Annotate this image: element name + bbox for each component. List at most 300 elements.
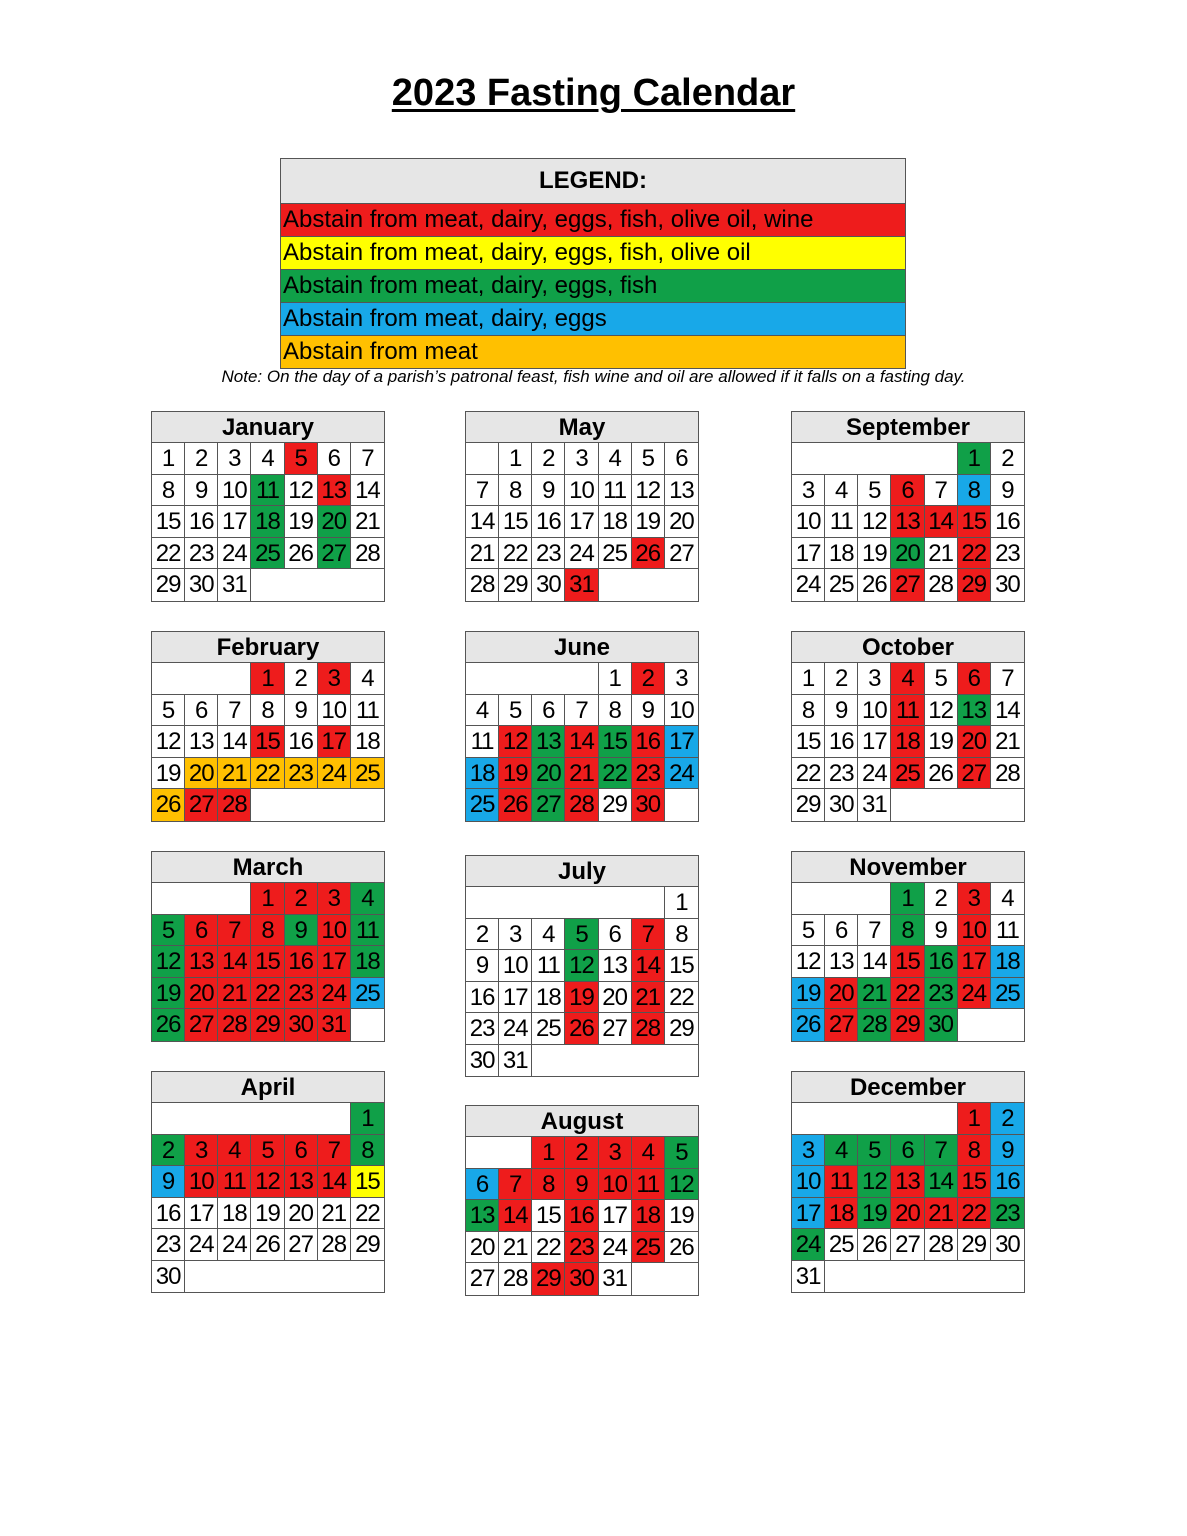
day-cell: 6 [665,443,698,475]
day-cell: 6 [466,1169,499,1201]
day-cell: 9 [825,695,858,727]
day-cell: 31 [792,1261,825,1293]
day-cell: 21 [499,1232,532,1264]
day-cell: 25 [825,1229,858,1261]
day-cell: 7 [925,1135,958,1167]
day-cell: 28 [499,1263,532,1295]
day-cell: 11 [351,915,384,947]
empty-cell [185,883,218,915]
month-name: November [792,852,1024,883]
empty-cell [632,887,665,919]
day-cell: 18 [825,538,858,570]
day-cell: 3 [499,919,532,951]
day-cell: 4 [632,1137,665,1169]
day-cell: 8 [599,695,632,727]
empty-cell [466,1137,499,1169]
day-cell: 12 [858,506,891,538]
day-cell: 2 [466,919,499,951]
day-cell: 6 [825,915,858,947]
day-cell: 10 [792,1166,825,1198]
day-cell: 11 [466,726,499,758]
day-cell: 16 [565,1200,598,1232]
empty-cell [466,443,499,475]
day-cell: 10 [858,695,891,727]
day-cell: 7 [565,695,598,727]
day-cell: 6 [891,475,924,507]
empty-cell [351,1261,384,1293]
day-cell: 24 [665,758,698,790]
day-cell: 27 [466,1263,499,1295]
day-cell: 15 [599,726,632,758]
day-cell: 22 [251,758,284,790]
empty-cell [466,663,499,695]
day-cell: 27 [958,758,991,790]
day-cell: 5 [925,663,958,695]
day-cell: 31 [565,569,598,601]
day-cell: 8 [532,1169,565,1201]
day-cell: 20 [958,726,991,758]
day-cell: 8 [152,475,185,507]
day-cell: 27 [891,569,924,601]
empty-cell [218,1103,251,1135]
day-cell: 16 [466,982,499,1014]
day-cell: 25 [351,978,384,1010]
day-cell: 14 [318,1166,351,1198]
legend-item-blue: Abstain from meat, dairy, eggs [281,303,905,336]
day-cell: 10 [218,475,251,507]
day-cell: 22 [152,538,185,570]
day-cell: 10 [792,506,825,538]
day-cell: 5 [565,919,598,951]
empty-cell [891,1103,924,1135]
day-cell: 13 [825,946,858,978]
empty-cell [285,569,318,601]
empty-cell [925,443,958,475]
day-cell: 2 [925,883,958,915]
empty-cell [632,569,665,601]
day-cell: 2 [565,1137,598,1169]
empty-cell [185,1103,218,1135]
month-january [151,411,385,602]
day-cell: 12 [499,726,532,758]
day-cell: 23 [925,978,958,1010]
day-cell: 3 [318,663,351,695]
day-cell: 16 [285,946,318,978]
empty-cell [218,1261,251,1293]
empty-cell [991,1261,1024,1293]
day-cell: 2 [991,443,1024,475]
day-cell: 16 [925,946,958,978]
day-cell: 1 [599,663,632,695]
day-cell: 15 [958,506,991,538]
empty-cell [991,1009,1024,1041]
empty-cell [565,1045,598,1077]
day-cell: 7 [632,919,665,951]
empty-cell [466,887,499,919]
day-cell: 19 [858,538,891,570]
day-cell: 29 [665,1013,698,1045]
day-cell: 29 [351,1229,384,1261]
day-cell: 5 [285,443,318,475]
day-cell: 27 [599,1013,632,1045]
day-cell: 14 [466,506,499,538]
day-cell: 1 [891,883,924,915]
day-cell: 5 [632,443,665,475]
day-cell: 23 [152,1229,185,1261]
day-cell: 22 [665,982,698,1014]
day-cell: 3 [565,443,598,475]
day-cell: 15 [152,506,185,538]
day-cell: 5 [858,1135,891,1167]
day-cell: 3 [185,1135,218,1167]
day-cell: 28 [218,1009,251,1041]
day-cell: 5 [665,1137,698,1169]
day-cell: 1 [251,663,284,695]
empty-cell [532,1045,565,1077]
empty-cell [565,887,598,919]
day-cell: 16 [152,1198,185,1230]
day-cell: 14 [218,726,251,758]
day-cell: 13 [318,475,351,507]
day-cell: 7 [858,915,891,947]
day-cell: 1 [499,443,532,475]
day-cell: 9 [632,695,665,727]
day-cell: 13 [285,1166,318,1198]
day-cell: 12 [925,695,958,727]
day-cell: 19 [565,982,598,1014]
day-cell: 8 [251,915,284,947]
month-name: July [466,856,698,887]
day-cell: 27 [285,1229,318,1261]
day-cell: 26 [285,538,318,570]
empty-cell [251,569,284,601]
day-cell: 23 [825,758,858,790]
day-cell: 19 [152,978,185,1010]
day-cell: 8 [958,1135,991,1167]
day-cell: 15 [958,1166,991,1198]
day-cell: 24 [499,1013,532,1045]
day-cell: 14 [991,695,1024,727]
day-cell: 16 [285,726,318,758]
day-cell: 28 [466,569,499,601]
day-cell: 14 [632,950,665,982]
day-cell: 18 [825,1198,858,1230]
day-cell: 26 [499,789,532,821]
day-cell: 7 [218,915,251,947]
empty-cell [185,663,218,695]
day-cell: 9 [991,1135,1024,1167]
day-cell: 25 [532,1013,565,1045]
day-cell: 24 [318,758,351,790]
day-cell: 28 [632,1013,665,1045]
day-cell: 19 [152,758,185,790]
day-cell: 18 [991,946,1024,978]
month-september [791,411,1025,602]
day-cell: 1 [958,443,991,475]
day-cell: 11 [532,950,565,982]
day-cell: 14 [565,726,598,758]
day-cell: 13 [599,950,632,982]
day-cell: 28 [925,1229,958,1261]
day-cell: 1 [532,1137,565,1169]
day-cell: 1 [665,887,698,919]
day-cell: 10 [318,695,351,727]
day-cell: 24 [792,569,825,601]
day-cell: 26 [152,1009,185,1041]
day-cell: 7 [499,1169,532,1201]
empty-cell [599,887,632,919]
day-cell: 4 [351,663,384,695]
day-cell: 12 [665,1169,698,1201]
day-cell: 12 [251,1166,284,1198]
day-cell: 30 [285,1009,318,1041]
day-cell: 27 [825,1009,858,1041]
month-december [791,1071,1025,1293]
day-cell: 15 [792,726,825,758]
day-cell: 29 [599,789,632,821]
month-november [791,851,1025,1042]
day-cell: 30 [632,789,665,821]
day-cell: 27 [185,1009,218,1041]
day-cell: 28 [925,569,958,601]
day-cell: 30 [925,1009,958,1041]
day-cell: 22 [958,538,991,570]
empty-cell [891,1261,924,1293]
day-cell: 23 [285,978,318,1010]
empty-cell [858,883,891,915]
day-cell: 18 [251,506,284,538]
empty-cell [858,1261,891,1293]
day-cell: 8 [499,475,532,507]
day-cell: 4 [599,443,632,475]
day-cell: 3 [792,1135,825,1167]
day-cell: 17 [792,538,825,570]
day-cell: 17 [318,946,351,978]
day-cell: 26 [565,1013,598,1045]
month-july [465,855,699,1077]
empty-cell [632,1263,665,1295]
day-cell: 18 [891,726,924,758]
day-cell: 21 [632,982,665,1014]
day-cell: 16 [532,506,565,538]
day-cell: 19 [925,726,958,758]
month-may [465,411,699,602]
day-cell: 31 [318,1009,351,1041]
day-cell: 22 [251,978,284,1010]
day-cell: 16 [991,506,1024,538]
day-cell: 30 [185,569,218,601]
day-cell: 12 [858,1166,891,1198]
day-cell: 10 [958,915,991,947]
day-cell: 11 [632,1169,665,1201]
day-cell: 13 [891,1166,924,1198]
day-cell: 14 [858,946,891,978]
empty-cell [499,663,532,695]
day-cell: 4 [466,695,499,727]
day-cell: 19 [251,1198,284,1230]
day-cell: 11 [599,475,632,507]
day-cell: 4 [251,443,284,475]
day-cell: 28 [351,538,384,570]
day-cell: 4 [532,919,565,951]
day-cell: 19 [665,1200,698,1232]
day-cell: 1 [958,1103,991,1135]
day-cell: 19 [499,758,532,790]
day-cell: 3 [218,443,251,475]
day-cell: 17 [318,726,351,758]
day-cell: 7 [351,443,384,475]
day-cell: 2 [991,1103,1024,1135]
empty-cell [532,887,565,919]
day-cell: 15 [532,1200,565,1232]
day-cell: 13 [185,726,218,758]
day-cell: 27 [665,538,698,570]
empty-cell [318,789,351,821]
day-cell: 18 [532,982,565,1014]
day-cell: 21 [925,1198,958,1230]
day-cell: 29 [891,1009,924,1041]
day-cell: 20 [891,1198,924,1230]
month-name: April [152,1072,384,1103]
month-april [151,1071,385,1293]
day-cell: 17 [599,1200,632,1232]
empty-cell [858,443,891,475]
day-cell: 9 [152,1166,185,1198]
day-cell: 3 [858,663,891,695]
day-cell: 20 [825,978,858,1010]
day-cell: 30 [466,1045,499,1077]
day-cell: 29 [499,569,532,601]
day-cell: 14 [351,475,384,507]
day-cell: 6 [958,663,991,695]
day-cell: 27 [318,538,351,570]
day-cell: 26 [858,569,891,601]
month-name: June [466,632,698,663]
empty-cell [792,883,825,915]
day-cell: 17 [565,506,598,538]
month-name: August [466,1106,698,1137]
day-cell: 13 [466,1200,499,1232]
day-cell: 27 [532,789,565,821]
day-cell: 3 [958,883,991,915]
empty-cell [665,569,698,601]
month-name: October [792,632,1024,663]
day-cell: 1 [351,1103,384,1135]
day-cell: 31 [218,569,251,601]
day-cell: 29 [251,1009,284,1041]
day-cell: 25 [632,1232,665,1264]
empty-cell [925,789,958,821]
day-cell: 30 [532,569,565,601]
day-cell: 18 [351,726,384,758]
day-cell: 15 [251,726,284,758]
legend [280,158,906,369]
day-cell: 3 [792,475,825,507]
day-cell: 20 [665,506,698,538]
day-cell: 22 [532,1232,565,1264]
day-cell: 29 [152,569,185,601]
day-cell: 17 [499,982,532,1014]
empty-cell [185,1261,218,1293]
day-cell: 9 [285,915,318,947]
day-cell: 7 [318,1135,351,1167]
day-cell: 6 [318,443,351,475]
day-cell: 16 [991,1166,1024,1198]
day-cell: 25 [251,538,284,570]
empty-cell [532,663,565,695]
day-cell: 29 [792,789,825,821]
day-cell: 11 [351,695,384,727]
day-cell: 21 [991,726,1024,758]
day-cell: 20 [318,506,351,538]
day-cell: 9 [991,475,1024,507]
day-cell: 12 [152,946,185,978]
day-cell: 26 [251,1229,284,1261]
day-cell: 24 [185,1229,218,1261]
day-cell: 4 [991,883,1024,915]
day-cell: 8 [792,695,825,727]
day-cell: 21 [466,538,499,570]
day-cell: 9 [466,950,499,982]
day-cell: 18 [632,1200,665,1232]
day-cell: 20 [532,758,565,790]
empty-cell [218,883,251,915]
day-cell: 13 [891,506,924,538]
day-cell: 27 [891,1229,924,1261]
day-cell: 30 [825,789,858,821]
day-cell: 19 [792,978,825,1010]
empty-cell [285,1103,318,1135]
day-cell: 28 [218,789,251,821]
day-cell: 24 [318,978,351,1010]
empty-cell [925,1261,958,1293]
day-cell: 4 [825,1135,858,1167]
empty-cell [499,1137,532,1169]
day-cell: 20 [466,1232,499,1264]
day-cell: 2 [825,663,858,695]
month-name: September [792,412,1024,443]
day-cell: 29 [532,1263,565,1295]
month-name: December [792,1072,1024,1103]
day-cell: 8 [351,1135,384,1167]
day-cell: 5 [152,915,185,947]
empty-cell [665,1045,698,1077]
day-cell: 4 [351,883,384,915]
day-cell: 15 [351,1166,384,1198]
day-cell: 21 [318,1198,351,1230]
day-cell: 16 [825,726,858,758]
empty-cell [958,1009,991,1041]
month-name: January [152,412,384,443]
empty-cell [792,443,825,475]
day-cell: 24 [599,1232,632,1264]
day-cell: 22 [599,758,632,790]
day-cell: 6 [285,1135,318,1167]
empty-cell [218,663,251,695]
day-cell: 24 [218,1229,251,1261]
day-cell: 14 [925,506,958,538]
day-cell: 21 [351,506,384,538]
day-cell: 4 [891,663,924,695]
day-cell: 23 [565,1232,598,1264]
day-cell: 5 [251,1135,284,1167]
day-cell: 9 [925,915,958,947]
day-cell: 15 [891,946,924,978]
day-cell: 17 [958,946,991,978]
day-cell: 19 [285,506,318,538]
day-cell: 18 [351,946,384,978]
day-cell: 7 [218,695,251,727]
